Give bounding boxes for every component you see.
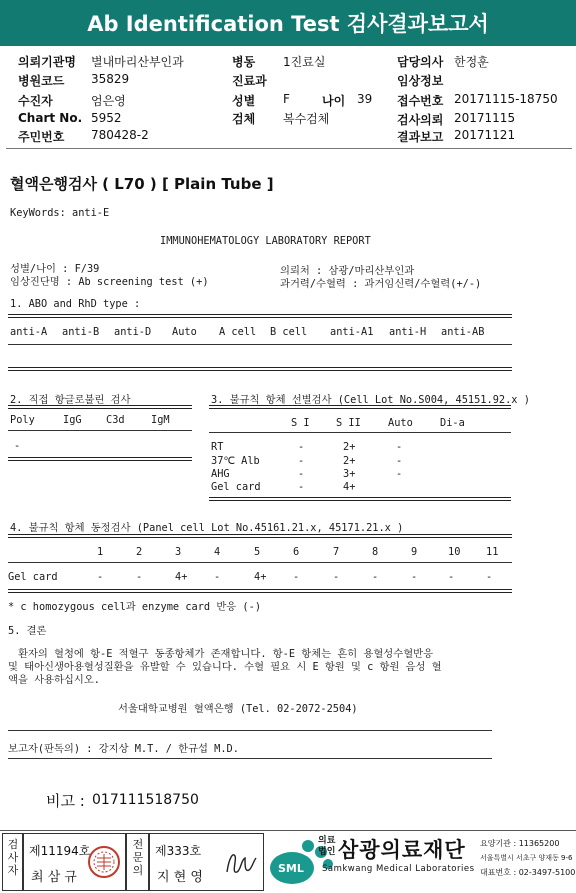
receipt-label: 접수번호 bbox=[397, 94, 444, 108]
sex-label: 성별 bbox=[232, 94, 256, 108]
screen-row-gel-sii: 4+ bbox=[343, 481, 356, 493]
panel-heading: 4. 불규칙 항체 동정검사 (Panel cell Lot No.45161.21.x, 45171.21.x ) bbox=[10, 522, 404, 534]
screen-heading: 3. 불규칙 항체 선별검사 (Cell Lot No.S004, 45151.92.x ) bbox=[211, 394, 530, 406]
abo-col-anti-d: anti-D bbox=[114, 326, 152, 338]
ward-label: 병동 bbox=[232, 55, 256, 69]
abo-col-anti-b: anti-B bbox=[62, 326, 100, 338]
abo-top-rule bbox=[8, 314, 512, 318]
conclusion-line-3: 액을 사용하십시오. bbox=[8, 674, 100, 686]
diagnosis-info: 임상진단명 : Ab screening test (+) bbox=[10, 276, 209, 288]
remark-label: 비고 : bbox=[46, 792, 85, 810]
screen-col-sii: S II bbox=[336, 417, 361, 429]
specialist-signature-icon bbox=[221, 848, 259, 880]
patient-label: 수진자 bbox=[18, 94, 53, 108]
patient-value: 엄은영 bbox=[91, 94, 126, 108]
hospital-label: 의뢰기관명 bbox=[18, 55, 76, 69]
panel-cell-number: 4 bbox=[214, 546, 221, 558]
remark-value: 017111518750 bbox=[92, 792, 199, 808]
header-divider bbox=[6, 148, 572, 149]
screen-row-rt-label: RT bbox=[211, 441, 224, 453]
history-info: 과거력/수혈력 : 과거임신력/수혈력(+/-) bbox=[280, 278, 482, 290]
dat-mid-rule bbox=[8, 430, 192, 431]
panel-cell-number: 5 bbox=[254, 546, 261, 558]
tester-label-box bbox=[2, 833, 24, 891]
panel-cell-number: 3 bbox=[175, 546, 182, 558]
dat-col-igg: IgG bbox=[63, 414, 82, 426]
contact-line: 서울대학교병원 혈액은행 (Tel. 02-2072-2504) bbox=[118, 703, 358, 715]
screen-top-rule bbox=[209, 405, 511, 409]
org-name: 삼광의료재단 bbox=[338, 838, 466, 862]
report-title: Ab Identification Test 검사결과보고서 bbox=[0, 0, 576, 46]
screen-col-dia: Di-a bbox=[440, 417, 465, 429]
panel-cell-value: 4+ bbox=[254, 571, 267, 583]
panel-cell-number: 8 bbox=[372, 546, 379, 558]
reporter-top-rule bbox=[8, 730, 492, 731]
panel-cell-value: - bbox=[293, 571, 300, 583]
screen-row-ahg-sii: 3+ bbox=[343, 468, 356, 480]
requester-info: 의뢰처 : 삼광/마리산부인과 bbox=[280, 265, 415, 277]
panel-cell-number: 10 bbox=[448, 546, 461, 558]
dat-value: - bbox=[14, 440, 21, 452]
org-address: 서울특별시 서초구 양재동 9-6 bbox=[480, 854, 573, 862]
specialist-number: 제333호 bbox=[155, 844, 202, 858]
report-date-label: 결과보고 bbox=[397, 130, 444, 144]
reporter: 보고자(판독의) : 강지상 M.T. / 한규섭 M.D. bbox=[8, 743, 239, 755]
panel-cell-value: - bbox=[486, 571, 493, 583]
tester-name: 최 삼 규 bbox=[31, 870, 77, 885]
chart-label: Chart No. bbox=[18, 111, 83, 125]
id-value: 780428-2 bbox=[91, 128, 149, 142]
screen-row-ahg-auto: - bbox=[396, 468, 403, 480]
specialist-name: 지 현 영 bbox=[157, 870, 203, 885]
org-english-name: Samkwang Medical Laboratories bbox=[322, 864, 475, 874]
doctor-value: 한정훈 bbox=[454, 55, 489, 69]
conclusion-line-2: 및 태아신생아용혈성질환을 유발할 수 있습니다. 수혈 필요 시 E 항원 및 c 항원 음성 혈 bbox=[8, 661, 442, 673]
panel-row-label: Gel card bbox=[8, 571, 58, 583]
panel-cell-value: - bbox=[448, 571, 455, 583]
panel-cell-value: 4+ bbox=[175, 571, 188, 583]
id-label: 주민번호 bbox=[18, 130, 65, 144]
panel-note: * c homozygous cell과 enzyme card 반응 (-) bbox=[8, 601, 262, 613]
agency-number: 요양기관 : 11365200 bbox=[480, 839, 560, 848]
conclusion-line-1: 환자의 혈청에 항-E 적혈구 동종항체가 존재합니다. 항-E 항체는 흔히 용혈성수혈반응 bbox=[18, 648, 434, 660]
sex-age-info: 성별/나이 : F/39 bbox=[10, 263, 100, 275]
abo-heading: 1. ABO and RhD type : bbox=[10, 298, 141, 310]
panel-cell-number: 1 bbox=[97, 546, 104, 558]
panel-cell-value: - bbox=[97, 571, 104, 583]
dat-col-poly: Poly bbox=[10, 414, 35, 426]
age-value: 39 bbox=[357, 92, 373, 106]
abo-col-a-cell: A cell bbox=[219, 326, 257, 338]
tester-number: 제11194호 bbox=[29, 844, 91, 858]
dat-top-rule bbox=[8, 405, 192, 409]
screen-row-rt-auto: - bbox=[396, 441, 403, 453]
panel-cell-value: - bbox=[333, 571, 340, 583]
panel-cell-value: - bbox=[372, 571, 379, 583]
abo-bottom-rule bbox=[8, 367, 512, 371]
code-value: 35829 bbox=[91, 72, 130, 86]
abo-col-anti-a1: anti-A1 bbox=[330, 326, 374, 338]
sml-logo-text: SML bbox=[278, 862, 304, 875]
receipt-value: 20171115-18750 bbox=[454, 92, 558, 106]
panel-mid-rule bbox=[8, 562, 512, 563]
panel-cell-value: - bbox=[214, 571, 221, 583]
age-label: 나이 bbox=[322, 94, 346, 108]
screen-row-rt-sii: 2+ bbox=[343, 441, 356, 453]
panel-top-rule bbox=[8, 534, 512, 538]
dept-label: 진료과 bbox=[232, 74, 267, 88]
tester-box bbox=[22, 833, 126, 891]
org-phone: 대표번호 : 02-3497-5100 bbox=[480, 868, 576, 877]
chart-value: 5952 bbox=[91, 111, 122, 125]
code-label: 병원코드 bbox=[18, 74, 65, 88]
screen-row-rt-si: - bbox=[298, 441, 305, 453]
specialist-label-box bbox=[126, 833, 150, 891]
request-label: 검사의뢰 bbox=[397, 113, 444, 127]
org-prefix: 의료법인 bbox=[318, 836, 336, 857]
specimen-label: 검체 bbox=[232, 112, 256, 126]
panel-cell-number: 2 bbox=[136, 546, 143, 558]
screen-row-ahg-label: AHG bbox=[211, 468, 230, 480]
panel-cell-number: 11 bbox=[486, 546, 499, 558]
screen-row-gel-si: - bbox=[298, 481, 305, 493]
abo-col-anti-a: anti-A bbox=[10, 326, 48, 338]
panel-cell-value: - bbox=[411, 571, 418, 583]
specialist-label: 전 문 의 bbox=[132, 838, 144, 877]
screen-row-ahg-si: - bbox=[298, 468, 305, 480]
tester-label: 검 사 자 bbox=[7, 838, 19, 877]
screen-col-si: S I bbox=[291, 417, 310, 429]
dat-col-c3d: C3d bbox=[106, 414, 125, 426]
abo-col-anti-ab: anti-AB bbox=[441, 326, 485, 338]
screen-row-alb-sii: 2+ bbox=[343, 455, 356, 467]
dat-bottom-rule bbox=[8, 457, 192, 461]
abo-col-auto: Auto bbox=[172, 326, 197, 338]
abo-mid-rule bbox=[8, 344, 512, 345]
report-heading: IMMUNOHEMATOLOGY LABORATORY REPORT bbox=[160, 235, 371, 247]
screen-row-gel-label: Gel card bbox=[211, 481, 261, 493]
hospital-value: 별내마리산부인과 bbox=[91, 55, 184, 69]
panel-cell-number: 6 bbox=[293, 546, 300, 558]
screen-row-alb-label: 37℃ Alb bbox=[211, 455, 260, 467]
screen-col-auto: Auto bbox=[388, 417, 413, 429]
dat-col-igm: IgM bbox=[151, 414, 170, 426]
doctor-label: 담당의사 bbox=[397, 55, 444, 69]
clinical-label: 임상정보 bbox=[397, 74, 444, 88]
abo-col-anti-h: anti-H bbox=[389, 326, 427, 338]
request-value: 20171115 bbox=[454, 111, 516, 125]
panel-cell-number: 7 bbox=[333, 546, 340, 558]
reporter-bottom-rule bbox=[8, 758, 492, 759]
panel-cell-number: 9 bbox=[411, 546, 418, 558]
screen-mid-rule bbox=[209, 432, 511, 433]
screen-bottom-rule bbox=[209, 497, 511, 501]
conclusion-heading: 5. 결론 bbox=[8, 625, 47, 637]
tester-seal-icon bbox=[87, 844, 121, 880]
sex-value: F bbox=[283, 92, 290, 106]
screen-row-alb-si: - bbox=[298, 455, 305, 467]
dat-heading: 2. 직접 항글로불린 검사 bbox=[10, 394, 131, 406]
keywords: KeyWords: anti-E bbox=[10, 207, 110, 219]
report-date-value: 20171121 bbox=[454, 128, 516, 142]
screen-row-alb-auto: - bbox=[396, 455, 403, 467]
specialist-box bbox=[148, 833, 264, 891]
abo-col-b-cell: B cell bbox=[270, 326, 308, 338]
panel-cell-value: - bbox=[136, 571, 143, 583]
ward-value: 1진료실 bbox=[283, 55, 326, 69]
footer-divider bbox=[0, 830, 576, 831]
panel-bottom-rule bbox=[8, 589, 512, 593]
section-title: 혈액은행검사 ( L70 ) [ Plain Tube ] bbox=[10, 175, 274, 193]
specimen-value: 복수검체 bbox=[283, 112, 330, 126]
